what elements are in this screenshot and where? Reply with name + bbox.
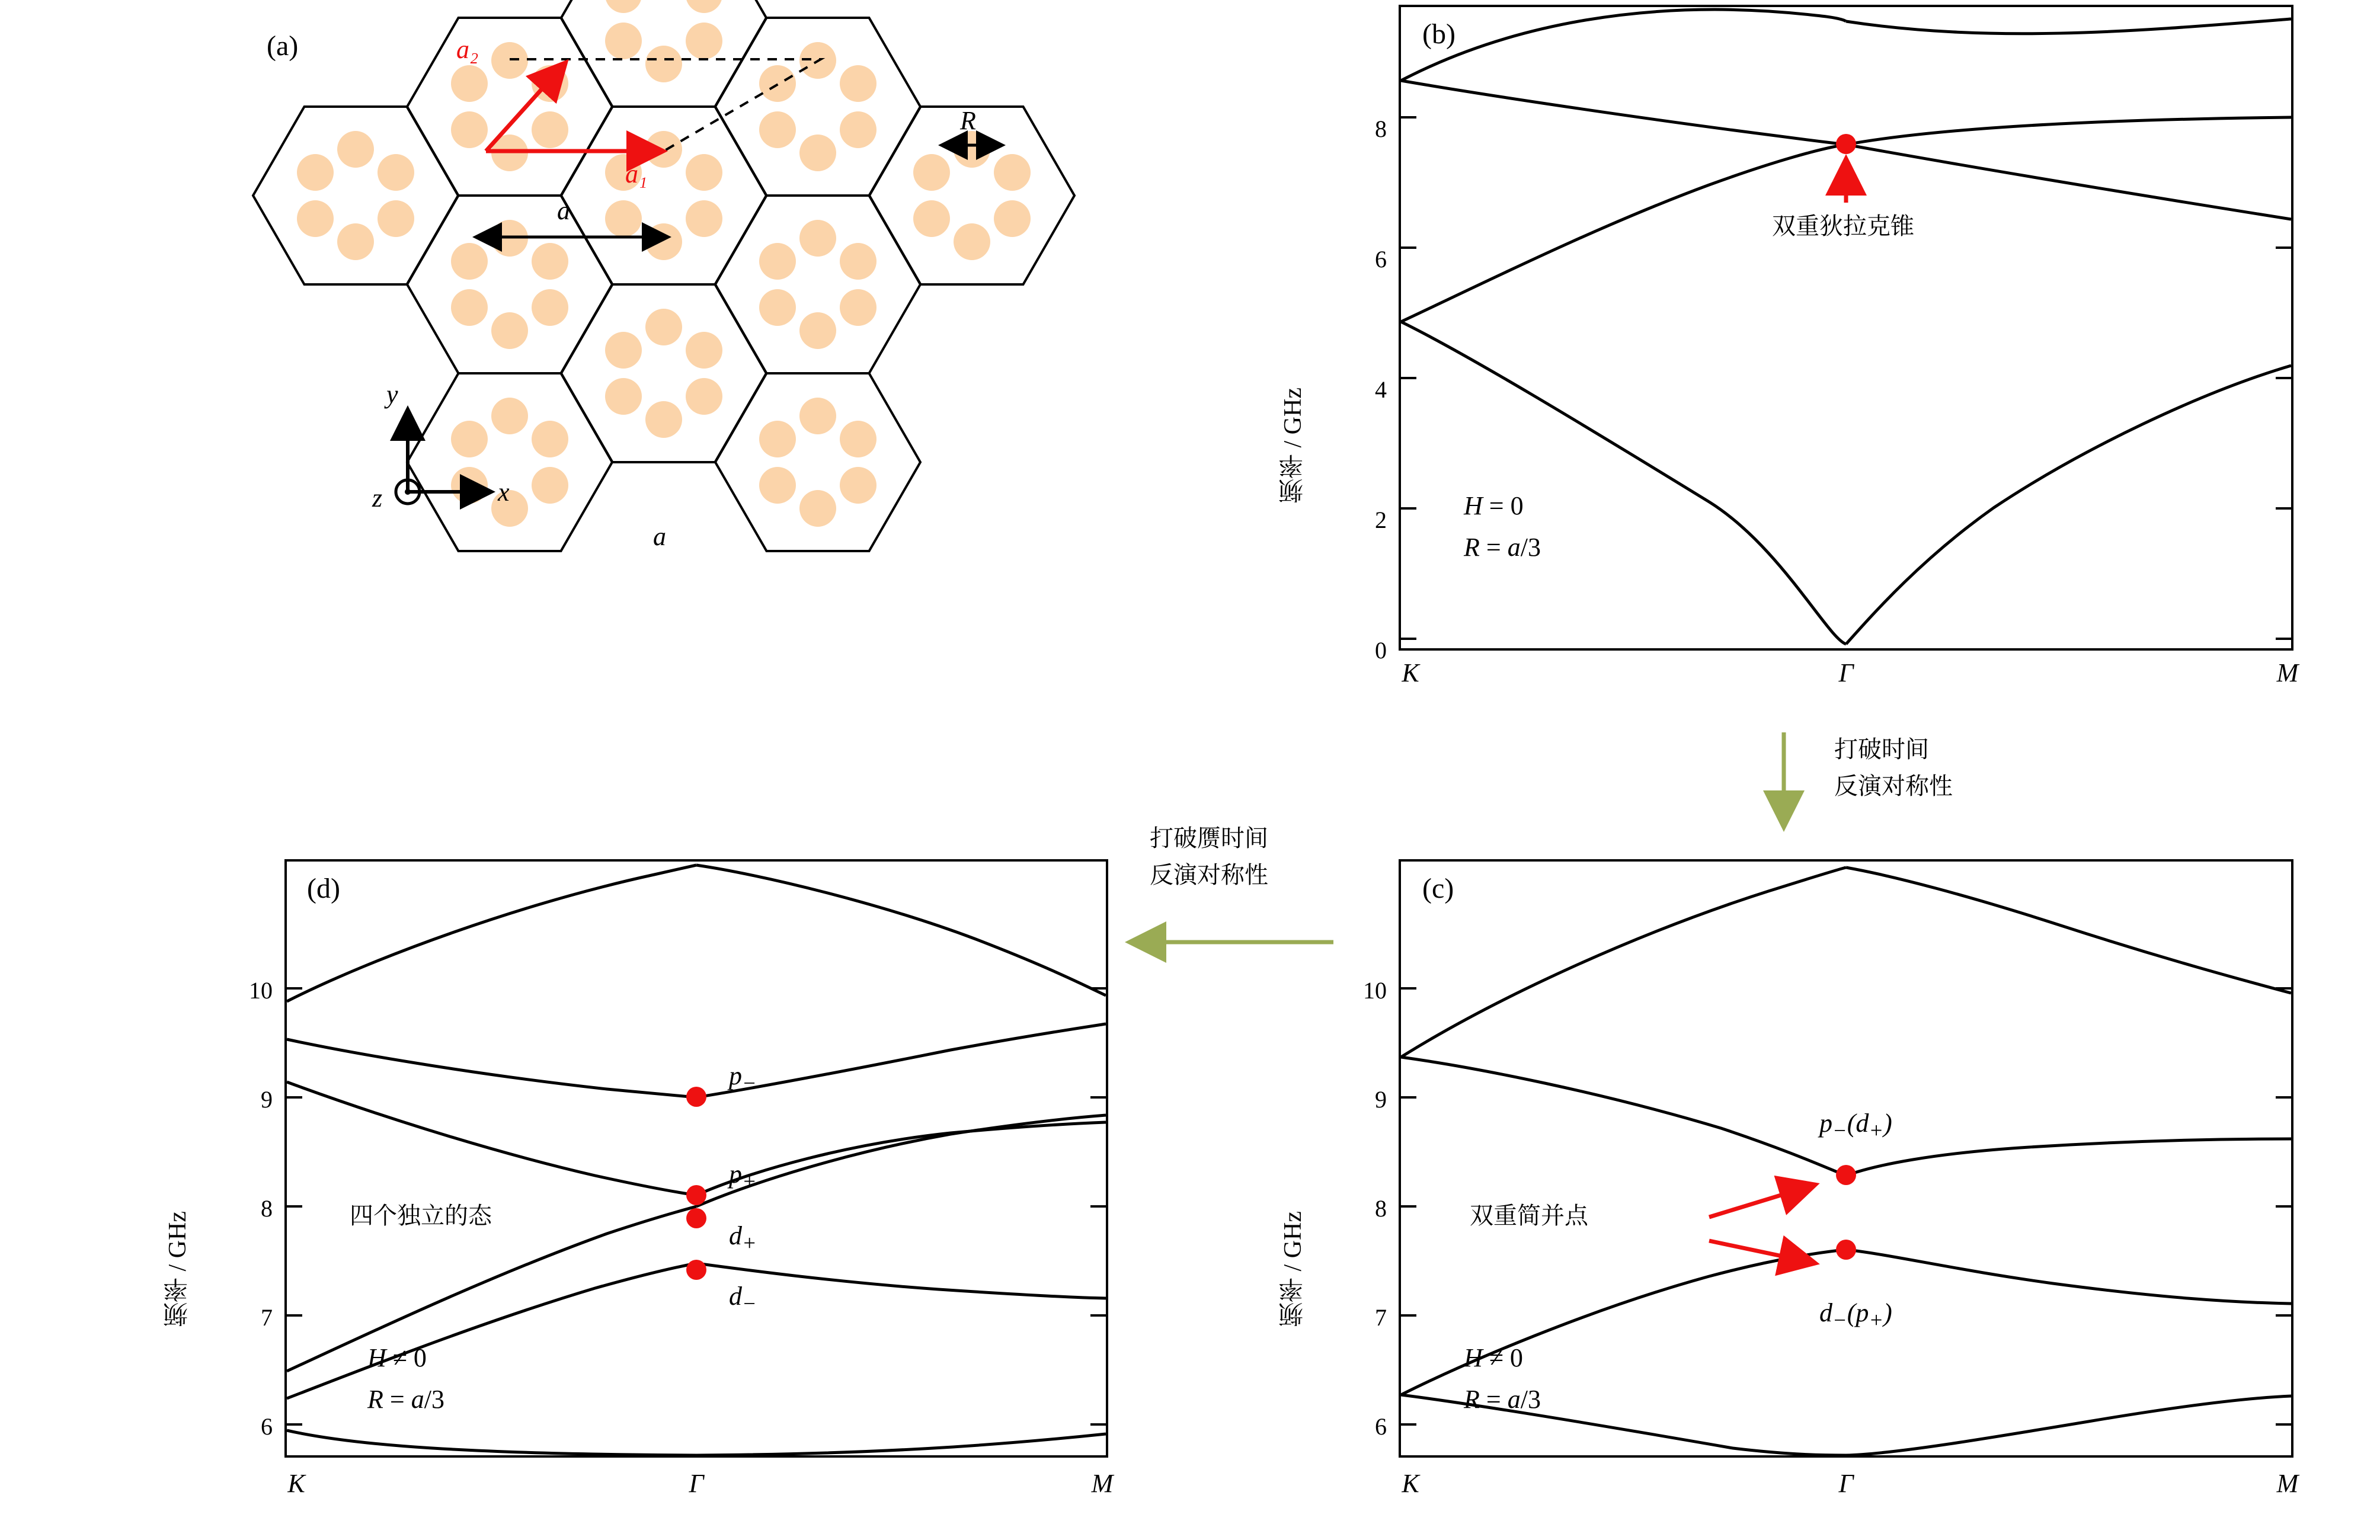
panel-c-ytick-1: 7 — [1375, 1304, 1387, 1331]
panel-c-annotation-H: H ≠ 0 — [1464, 1343, 1523, 1372]
panel-b-annotation-dirac: 双重狄拉克锥 — [1772, 213, 1914, 240]
panel-d-annotation-R: R = a/3 — [367, 1385, 444, 1414]
panel-d-ylabel: 频率 / GHz — [164, 1211, 191, 1327]
transition-b-to-c-line2: 反演对称性 — [1834, 773, 1953, 800]
panel-c-annotation-degenerate: 双重简并点 — [1470, 1202, 1588, 1230]
transition-c-to-d-line2: 反演对称性 — [1150, 862, 1268, 889]
panel-b-xtick-Gamma: Γ — [1838, 658, 1854, 687]
panel-b-ytick-0: 0 — [1375, 637, 1387, 664]
panel-c-xtick-K: K — [1402, 1469, 1419, 1498]
panel-a-letter: (a) — [267, 30, 299, 62]
panel-b-ytick-2: 4 — [1375, 376, 1387, 403]
panel-a-lattice-schematic — [255, 0, 1126, 664]
panel-d-ytick-3: 9 — [261, 1086, 273, 1113]
panel-d-letter: (d) — [307, 873, 340, 904]
panel-d-annotation-four-states: 四个独立的态 — [350, 1202, 492, 1230]
lattice-drawing — [255, 0, 1126, 664]
panel-b-xtick-M: M — [2276, 658, 2299, 687]
panel-c-label-d-minus-p-plus: $d_-(p_+)$ — [1819, 1298, 1892, 1332]
axis-z-dot — [405, 489, 411, 495]
panel-d-marker-d-minus — [686, 1260, 706, 1280]
panel-d-ytick-0: 6 — [261, 1413, 273, 1440]
panel-d-xtick-M: M — [1091, 1469, 1114, 1498]
label-R: R — [960, 106, 976, 135]
panel-c-ytick-2: 8 — [1375, 1195, 1387, 1222]
panel-c-letter: (c) — [1422, 873, 1454, 904]
panel-c-annotation-R: R = a/3 — [1464, 1385, 1541, 1414]
label-axis-z: z — [372, 484, 383, 513]
panel-b-annotation-R: R = a/3 — [1464, 533, 1541, 562]
label-a-middle: a — [557, 196, 570, 225]
panel-b-annotation-H: H = 0 — [1464, 491, 1524, 520]
panel-d-marker-p-minus — [686, 1087, 706, 1107]
panel-c-label-p-minus-d-plus: $p_-(d_+)$ — [1819, 1109, 1892, 1142]
panel-c-band-structure — [1274, 830, 2317, 1540]
panel-d-ytick-1: 7 — [261, 1304, 273, 1331]
panel-c-xtick-Gamma: Γ — [1838, 1469, 1854, 1498]
panel-b-ylabel: 频率 / GHz — [1279, 388, 1307, 504]
panel-b-xtick-K: K — [1402, 658, 1419, 687]
panel-c-marker-upper — [1836, 1165, 1856, 1185]
label-a1: a₁ — [625, 159, 648, 188]
panel-b-ytick-3: 6 — [1375, 246, 1387, 273]
arrow-down-green — [1748, 729, 1819, 835]
label-axis-y: y — [386, 380, 398, 409]
label-axis-x: x — [498, 478, 510, 507]
panel-b-ytick-4: 8 — [1375, 116, 1387, 142]
panel-b-band-structure — [1274, 0, 2317, 711]
panel-c-plot — [1401, 862, 2291, 1455]
label-a2: a₂ — [456, 35, 479, 64]
transition-c-to-d-line1: 打破赝时间 — [1150, 825, 1268, 852]
panel-c-ylabel: 频率 / GHz — [1279, 1211, 1307, 1327]
panel-d-ytick-4: 10 — [249, 977, 273, 1004]
panel-c-ytick-3: 9 — [1375, 1086, 1387, 1113]
panel-d-marker-d-plus — [686, 1208, 706, 1228]
panel-c-marker-lower — [1836, 1240, 1856, 1260]
panel-b-letter: (b) — [1422, 18, 1455, 50]
label-a-bottom: a — [653, 522, 666, 551]
transition-b-to-c-line1: 打破时间 — [1834, 736, 1929, 763]
panel-c-xtick-M: M — [2276, 1469, 2299, 1498]
panel-d-xtick-K: K — [287, 1469, 305, 1498]
panel-d-label-p-minus: $p_-$ — [729, 1061, 757, 1095]
panel-c-axes-frame — [1399, 859, 2293, 1458]
panel-c-ytick-0: 6 — [1375, 1413, 1387, 1440]
panel-c-ytick-4: 10 — [1363, 977, 1387, 1004]
panel-d-label-d-minus: $d_-$ — [729, 1282, 757, 1315]
panel-d-annotation-H: H ≠ 0 — [367, 1343, 427, 1372]
panel-d-ytick-2: 8 — [261, 1195, 273, 1222]
panel-b-dirac-marker — [1836, 134, 1856, 154]
panel-d-marker-p-plus — [686, 1185, 706, 1205]
panel-d-label-d-plus: $d_+$ — [729, 1221, 757, 1255]
panel-d-band-structure — [136, 830, 1132, 1540]
panel-b-ytick-1: 2 — [1375, 507, 1387, 533]
panel-d-label-p-plus: $p_+$ — [729, 1160, 757, 1193]
panel-d-xtick-Gamma: Γ — [689, 1469, 704, 1498]
